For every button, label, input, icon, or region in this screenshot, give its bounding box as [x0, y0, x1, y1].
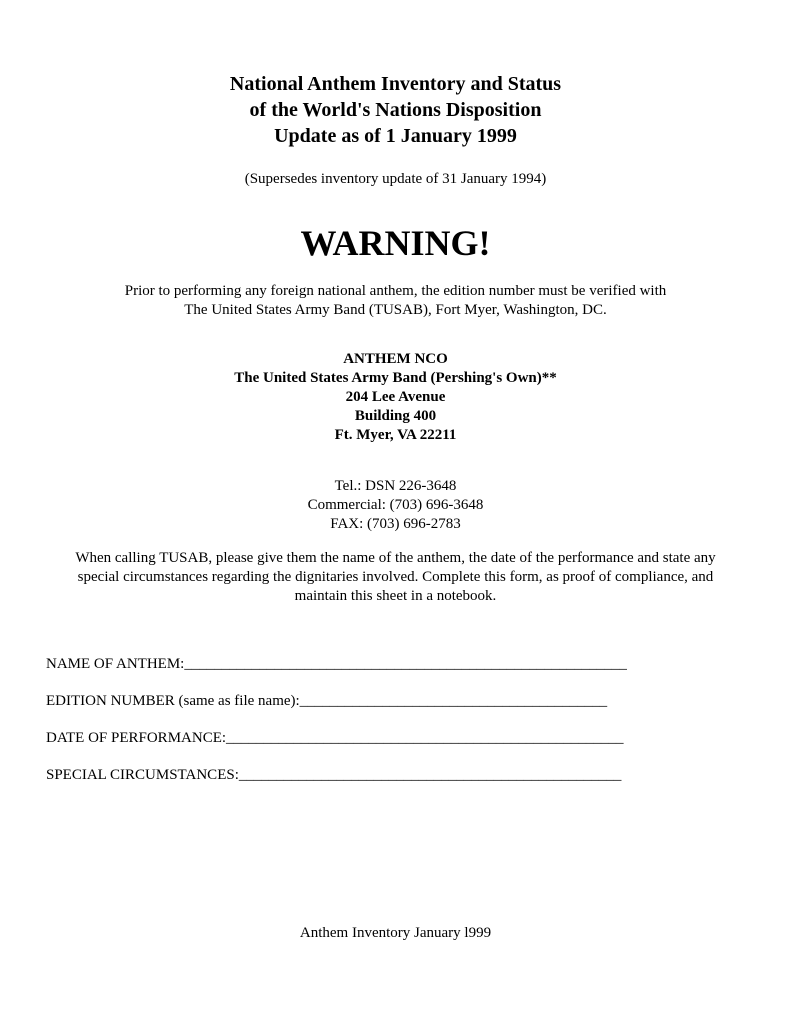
prior-notice-line-2: The United States Army Band (TUSAB), Fort Myer, Washington, DC.	[184, 302, 607, 318]
contact-info	[0, 477, 791, 534]
supersedes-note: (Supersedes inventory update of 31 January 1994)	[244, 171, 547, 187]
compliance-form	[46, 655, 746, 803]
calling-instructions-line-3: maintain this sheet in a notebook.	[294, 588, 497, 604]
title-line-3: Update as of 1 January 1999	[274, 125, 517, 147]
address-line-2: The United States Army Band (Pershing's Own)**	[234, 370, 557, 386]
date-of-performance-field: DATE OF PERFORMANCE:_____________________________________________________	[46, 730, 624, 746]
prior-notice-line-1: Prior to performing any foreign national anthem, the edition number must be verified with	[124, 283, 667, 299]
title-line-2: of the World's Nations Disposition	[249, 99, 542, 121]
page-footer: Anthem Inventory January l999	[299, 925, 492, 941]
address-line-1: ANTHEM NCO	[343, 351, 448, 367]
document-title	[0, 71, 791, 149]
name-of-anthem-field: NAME OF ANTHEM:___________________________________________________________	[46, 656, 627, 672]
title-line-1: National Anthem Inventory and Status	[229, 73, 562, 95]
mailing-address	[0, 350, 791, 445]
address-line-5: Ft. Myer, VA 22211	[334, 427, 457, 443]
telephone-dsn: Tel.: DSN 226-3648	[334, 478, 457, 494]
fax-number: FAX: (703) 696-2783	[330, 516, 461, 532]
edition-number-field: EDITION NUMBER (same as file name):_________________________________________	[46, 693, 608, 709]
calling-instructions-line-1: When calling TUSAB, please give them the name of the anthem, the date of the performance and state any	[75, 550, 716, 566]
prior-notice	[0, 282, 791, 320]
warning-heading: WARNING!	[300, 223, 491, 263]
calling-instructions	[0, 549, 791, 606]
address-line-3: 204 Lee Avenue	[345, 389, 446, 405]
special-circumstances-field: SPECIAL CIRCUMSTANCES:___________________________________________________	[46, 767, 622, 783]
calling-instructions-line-2: special circumstances regarding the dignitaries involved. Complete this form, as proof of compliance, and	[77, 569, 714, 585]
address-line-4: Building 400	[354, 408, 437, 424]
telephone-commercial: Commercial: (703) 696-3648	[307, 497, 484, 513]
